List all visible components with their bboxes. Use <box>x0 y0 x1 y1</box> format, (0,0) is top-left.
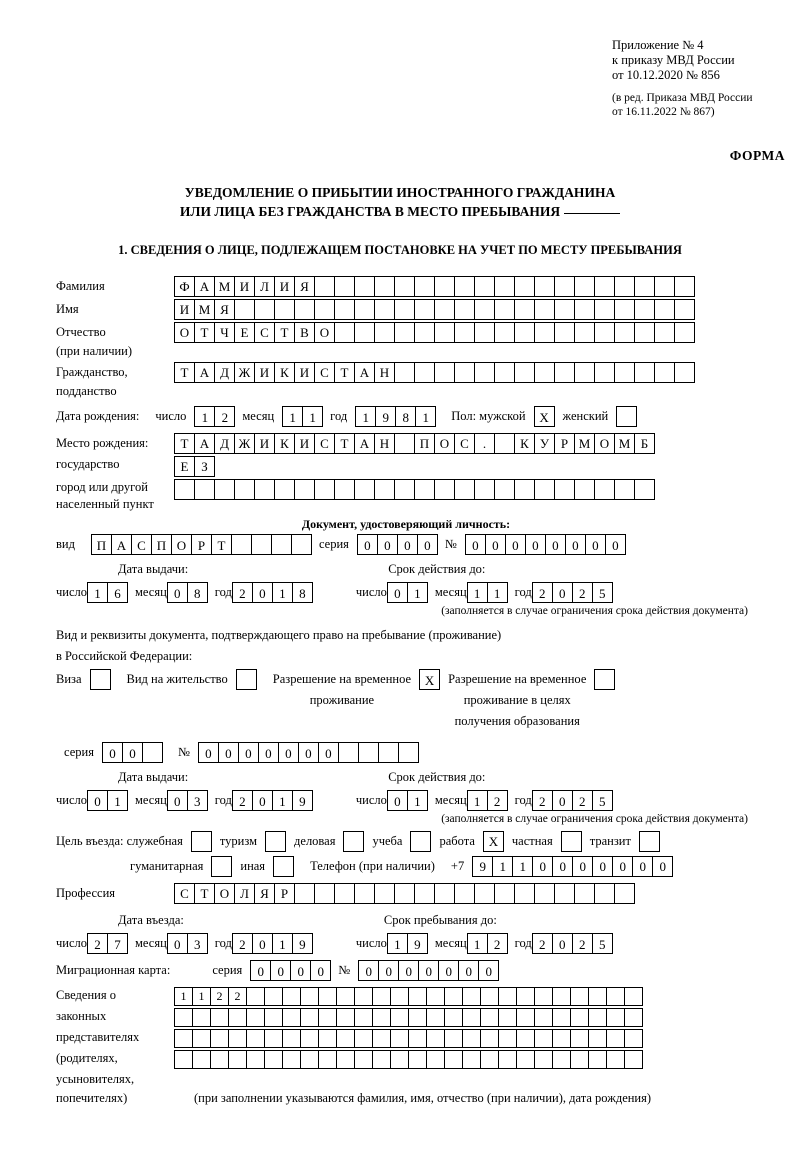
header-line-3: от 10.12.2020 № 856 <box>612 68 720 82</box>
doc-number-label: № <box>444 537 457 551</box>
residence-permit-label: Вид на жительство <box>126 672 228 686</box>
purpose-other-checkbox[interactable] <box>273 856 294 877</box>
row-birthplace <box>56 433 756 454</box>
profession-input[interactable]: С Т О Л Я Р <box>174 883 634 904</box>
stay-series-label: серия <box>64 745 94 759</box>
header-line-1: Приложение № 4 <box>612 38 704 52</box>
stay-issue-year-label: год <box>214 793 232 807</box>
phone-input[interactable]: 9 1 1 0 0 0 0 0 0 0 <box>472 856 672 877</box>
edu-residence-label-1: Разрешение на временное <box>448 672 587 686</box>
patronymic-sublabel: (при наличии) <box>56 344 133 358</box>
edu-residence-checkbox[interactable] <box>594 669 615 690</box>
section-1-title: 1. СВЕДЕНИЯ О ЛИЦЕ, ПОДЛЕЖАЩЕМ ПОСТАНОВКЕ НА УЧЕТ ПО МЕСТУ ПРЕБЫВАНИЯ <box>118 243 682 257</box>
purpose-transit-label: транзит <box>589 834 631 848</box>
header-line-2: к приказу МВД России <box>612 53 735 67</box>
stay-limit-note: (заполняется в случае ограничения срока действия документа) <box>441 813 748 825</box>
birthplace-label: Место рождения: <box>56 436 149 450</box>
doc-issue-year-label: год <box>214 585 232 599</box>
doc-valid-month-input[interactable]: 1 1 <box>467 582 507 603</box>
phone-prefix: +7 <box>450 859 465 873</box>
row-entry-date-labels <box>56 910 756 931</box>
row-patronymic <box>56 322 756 360</box>
birthplace-input-line2[interactable]: Е З <box>174 456 214 477</box>
birth-month-input[interactable]: 1 1 <box>282 406 322 427</box>
stay-issue-year-input[interactable]: 2 0 1 9 <box>232 790 312 811</box>
purpose-business-checkbox[interactable] <box>343 831 364 852</box>
row-surname <box>56 276 756 297</box>
doc-series-input[interactable]: 0 0 0 0 <box>357 534 437 555</box>
sex-female-checkbox[interactable] <box>616 406 637 427</box>
entry-date-label: Дата въезда: <box>118 913 184 927</box>
doc-series-label: серия <box>318 537 349 551</box>
legal-rep-label-5: усыновителях, <box>56 1072 135 1086</box>
surname-input[interactable]: Ф А М И Л И Я <box>174 276 694 297</box>
stayuntil-day-input[interactable]: 1 9 <box>387 933 427 954</box>
edu-residence-label-2: проживание в целях <box>463 693 571 707</box>
entry-month-input[interactable]: 0 3 <box>167 933 207 954</box>
doc-issue-day-label: число <box>56 585 88 599</box>
stay-valid-month-label: месяц <box>434 793 467 807</box>
doc-issue-date-label: Дата выдачи: <box>118 562 189 576</box>
birth-day-input[interactable]: 1 2 <box>194 406 234 427</box>
purpose-transit-checkbox[interactable] <box>639 831 660 852</box>
doc-valid-day-input[interactable]: 0 1 <box>387 582 427 603</box>
temp-residence-checkbox[interactable]: Х <box>419 669 440 690</box>
migration-number-input[interactable]: 0 0 0 0 0 0 0 <box>358 960 498 981</box>
migration-series-label: серия <box>212 963 243 977</box>
sex-male-checkbox[interactable]: Х <box>534 406 555 427</box>
row-doc-type <box>56 534 756 555</box>
birth-year-label: год <box>330 409 348 423</box>
birthplace-sublabel-settlement: населенный пункт <box>56 497 154 511</box>
row-doc-date-labels <box>56 559 756 580</box>
stayuntil-year-label: год <box>514 936 532 950</box>
doc-valid-until-label: Срок действия до: <box>388 562 486 576</box>
purpose-humanitarian-label: гуманитарная <box>130 859 204 873</box>
stay-until-label: Срок пребывания до: <box>383 913 497 927</box>
purpose-private-label: частная <box>511 834 553 848</box>
stayuntil-day-label: число <box>355 936 387 950</box>
header-line-5: от 16.11.2022 № 867) <box>612 106 715 118</box>
header-line-4: (в ред. Приказа МВД России <box>612 92 753 104</box>
birth-day-label: число <box>155 409 187 423</box>
title-blank-line <box>564 213 620 214</box>
row-purpose-2 <box>56 856 756 877</box>
doc-limit-note: (заполняется в случае ограничения срока действия документа) <box>441 605 748 617</box>
doc-type-label: вид <box>56 537 75 551</box>
birthplace-input-line1[interactable]: Т А Д Ж И К И С Т А Н П О С . К У Р М О М Б <box>174 433 654 454</box>
legal-rep-label-3: представителях <box>56 1030 140 1044</box>
legal-rep-input-line4[interactable] <box>174 1050 642 1069</box>
purpose-tourism-checkbox[interactable] <box>265 831 286 852</box>
surname-label: Фамилия <box>56 279 105 293</box>
purpose-other-label: иная <box>240 859 266 873</box>
purpose-label: Цель въезда: служебная <box>56 834 183 848</box>
birthplace-sublabel-state: государство <box>56 457 120 471</box>
purpose-business-label: деловая <box>294 834 336 848</box>
purpose-study-label: учеба <box>372 834 403 848</box>
legal-rep-input-line3[interactable] <box>174 1029 642 1048</box>
purpose-work-label: работа <box>439 834 475 848</box>
doc-valid-year-label: год <box>514 585 532 599</box>
migration-card-label: Миграционная карта: <box>56 963 171 977</box>
title-line-2: ИЛИ ЛИЦА БЕЗ ГРАЖДАНСТВА В МЕСТО ПРЕБЫВАНИЯ <box>179 204 561 219</box>
stayuntil-year-input[interactable]: 2 0 2 5 <box>532 933 612 954</box>
entry-day-label: число <box>56 936 88 950</box>
name-input[interactable]: И М Я <box>174 299 694 320</box>
row-doc-dates <box>56 582 756 603</box>
stay-valid-year-input[interactable]: 2 0 2 5 <box>532 790 612 811</box>
legal-rep-footer-note: (при заполнении указываются фамилия, имя, отчество (при наличии), дата рождения) <box>194 1091 652 1105</box>
doc-issue-month-label: месяц <box>135 585 167 599</box>
visa-label: Виза <box>56 672 82 686</box>
visa-checkbox[interactable] <box>90 669 111 690</box>
phone-label: Телефон (при наличии) <box>310 859 435 873</box>
row-legal-rep-2 <box>56 1008 756 1027</box>
entry-year-input[interactable]: 2 0 1 9 <box>232 933 312 954</box>
entry-month-label: месяц <box>135 936 167 950</box>
row-entry-dates <box>56 933 756 954</box>
sex-female-label: женский <box>562 409 609 423</box>
row-profession <box>56 883 756 904</box>
residence-permit-checkbox[interactable] <box>236 669 257 690</box>
citizenship-input[interactable]: Т А Д Ж И К И С Т А Н <box>174 362 694 383</box>
legal-rep-label-4: (родителях, <box>56 1051 118 1065</box>
legal-rep-label-1: Сведения о <box>56 988 116 1002</box>
doc-issue-day-input[interactable]: 1 6 <box>87 582 127 603</box>
row-birthplace-3 <box>56 479 756 513</box>
birth-year-input[interactable]: 1 9 8 1 <box>355 406 435 427</box>
migration-number-label: № <box>338 963 351 977</box>
row-legal-rep-6 <box>56 1090 756 1107</box>
legal-rep-label-6: попечителях) <box>56 1091 128 1105</box>
form-body <box>56 276 756 1109</box>
row-migration-card <box>56 960 756 981</box>
stay-doc-label-1: Вид и реквизиты документа, подтверждающего право на пребывание (проживание) <box>56 628 502 642</box>
row-birthdate <box>56 406 756 427</box>
temp-residence-label-1: Разрешение на временное <box>272 672 412 686</box>
stay-issue-month-input[interactable]: 0 3 <box>167 790 207 811</box>
doc-valid-year-input[interactable]: 2 0 2 5 <box>532 582 612 603</box>
birthplace-sublabel-city: город или другой <box>56 480 148 494</box>
form-word: ФОРМА <box>729 148 785 163</box>
stayuntil-month-label: месяц <box>434 936 467 950</box>
stay-number-label: № <box>177 745 190 759</box>
doc-valid-day-label: число <box>355 585 387 599</box>
header-reference-block <box>612 38 792 119</box>
stay-number-input[interactable]: 0 0 0 0 0 0 0 <box>198 742 418 763</box>
doc-number-input[interactable]: 0 0 0 0 0 0 0 0 <box>465 534 625 555</box>
entry-day-input[interactable]: 2 7 <box>87 933 127 954</box>
edu-residence-label-3: получения образования <box>454 714 580 728</box>
row-birthplace-2 <box>56 456 756 477</box>
stay-issue-day-label: число <box>56 793 88 807</box>
row-stay-series <box>56 742 756 763</box>
doc-type-input[interactable]: П А С П О Р Т <box>91 534 311 555</box>
legal-rep-label-2: законных <box>56 1009 107 1023</box>
birth-month-label: месяц <box>242 409 275 423</box>
stay-series-input[interactable]: 0 0 <box>102 742 162 763</box>
doc-valid-month-label: месяц <box>434 585 467 599</box>
purpose-service-checkbox[interactable] <box>191 831 212 852</box>
purpose-tourism-label: туризм <box>219 834 258 848</box>
birthdate-label: Дата рождения: <box>56 409 140 423</box>
purpose-study-checkbox[interactable] <box>410 831 431 852</box>
page-title <box>0 183 800 221</box>
doc-issue-month-input[interactable]: 0 8 <box>167 582 207 603</box>
row-stay-doc-types <box>56 669 756 732</box>
citizenship-label: Гражданство, <box>56 365 128 379</box>
stay-valid-year-label: год <box>514 793 532 807</box>
stay-issue-date-label: Дата выдачи: <box>118 770 189 784</box>
row-citizenship <box>56 362 756 400</box>
row-legal-rep-4 <box>56 1050 756 1069</box>
legal-rep-input-line1[interactable]: 1 1 2 2 <box>174 987 642 1006</box>
legal-rep-input-line2[interactable] <box>174 1008 642 1027</box>
profession-label: Профессия <box>56 886 116 900</box>
migration-series-input[interactable]: 0 0 0 0 <box>250 960 330 981</box>
entry-year-label: год <box>214 936 232 950</box>
stay-valid-day-input[interactable]: 0 1 <box>387 790 427 811</box>
purpose-private-checkbox[interactable] <box>561 831 582 852</box>
patronymic-input[interactable]: О Т Ч Е С Т В О <box>174 322 694 343</box>
sex-male-label: Пол: мужской <box>451 409 526 423</box>
stay-doc-label-2: в Российской Федерации: <box>56 649 193 663</box>
stay-issue-month-label: месяц <box>135 793 167 807</box>
purpose-work-checkbox[interactable]: Х <box>483 831 504 852</box>
identity-doc-title: Документ, удостоверяющий личность: <box>301 517 511 531</box>
citizenship-sublabel: подданство <box>56 384 117 398</box>
stayuntil-month-input[interactable]: 1 2 <box>467 933 507 954</box>
name-label: Имя <box>56 302 79 316</box>
stay-issue-day-input[interactable]: 0 1 <box>87 790 127 811</box>
doc-issue-year-input[interactable]: 2 0 1 8 <box>232 582 312 603</box>
temp-residence-label-2: проживание <box>309 693 375 707</box>
row-name <box>56 299 756 320</box>
row-stay-dates <box>56 790 756 811</box>
stay-valid-day-label: число <box>355 793 387 807</box>
row-stay-date-labels <box>56 767 756 788</box>
purpose-humanitarian-checkbox[interactable] <box>211 856 232 877</box>
row-legal-rep-5 <box>56 1071 756 1088</box>
birthplace-input-line3[interactable] <box>174 479 654 500</box>
row-legal-rep-1 <box>56 987 756 1006</box>
row-purpose <box>56 831 756 852</box>
row-legal-rep-3 <box>56 1029 756 1048</box>
stay-valid-until-label: Срок действия до: <box>388 770 486 784</box>
patronymic-label: Отчество <box>56 325 106 339</box>
title-line-1: УВЕДОМЛЕНИЕ О ПРИБЫТИИ ИНОСТРАННОГО ГРАЖДАНИНА <box>184 185 616 200</box>
stay-valid-month-input[interactable]: 1 2 <box>467 790 507 811</box>
